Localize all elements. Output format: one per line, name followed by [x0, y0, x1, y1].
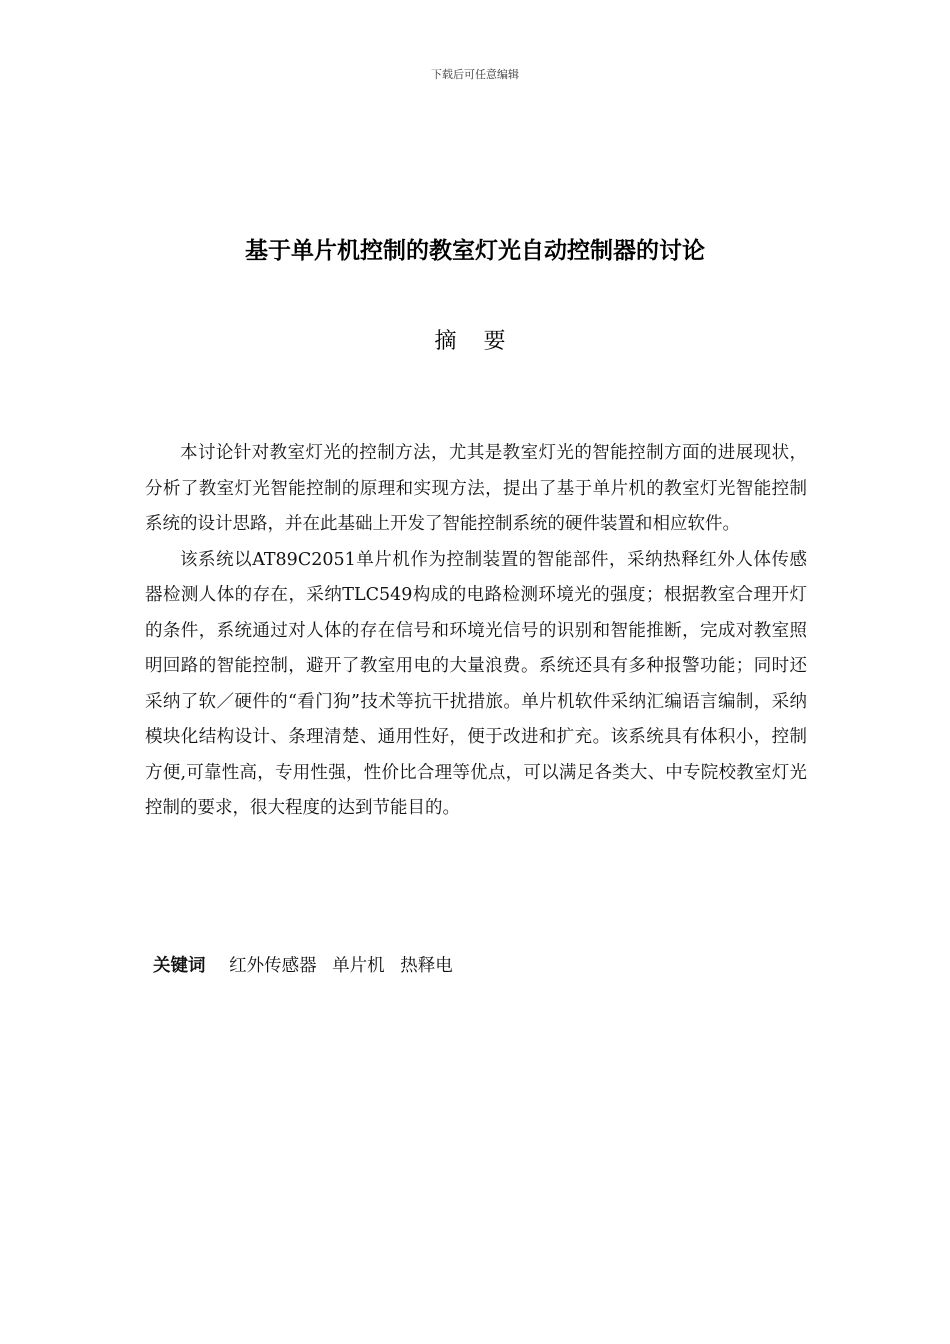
- keyword-item: 热释电: [400, 956, 453, 976]
- document-title: 基于单片机控制的教室灯光自动控制器的讨论: [245, 238, 705, 264]
- abstract-heading: 摘 要: [434, 329, 516, 354]
- header-note: 下载后可任意编辑: [431, 68, 519, 81]
- abstract-body: [145, 436, 807, 827]
- keywords-line: [153, 952, 463, 980]
- keyword-item: 单片机: [332, 956, 385, 976]
- keyword-item: 红外传感器: [229, 956, 317, 976]
- keywords-label: 关键词: [153, 956, 206, 976]
- abstract-paragraph-2: 该系统以AT89C2051单片机作为控制装置的智能部件，采纳热释红外人体传感器检测人体的存在，采纳TLC549构成的电路检测环境光的强度；根据教室合理开灯的条件，系统通过对人体的存在信号和环境光信号的识别和智能推断，完成对教室照明回路的智能控制，避开了教室用电的大量浪费。系统还具有多种报警功能；同时还采纳了软／硬件的“看门狗”技术等抗干扰措旅。单片机软件采纳汇编语言编制，采纳模块化结构设计、条理清楚、通用性好，便于改进和扩充。该系统具有体积小，控制方便,可靠性高，专用性强，性价比合理等优点，可以满足各类大、中专院校教室灯光控制的要求，很大程度的达到节能目的。: [145, 549, 807, 818]
- abstract-paragraph-1: 本讨论针对教室灯光的控制方法，尤其是教室灯光的智能控制方面的进展现状，分析了教室灯光智能控制的原理和实现方法，提出了基于单片机的教室灯光智能控制 系统的设计思路，并在此基础上开发了智能控制系统的硬件装置和相应软件。: [145, 443, 807, 534]
